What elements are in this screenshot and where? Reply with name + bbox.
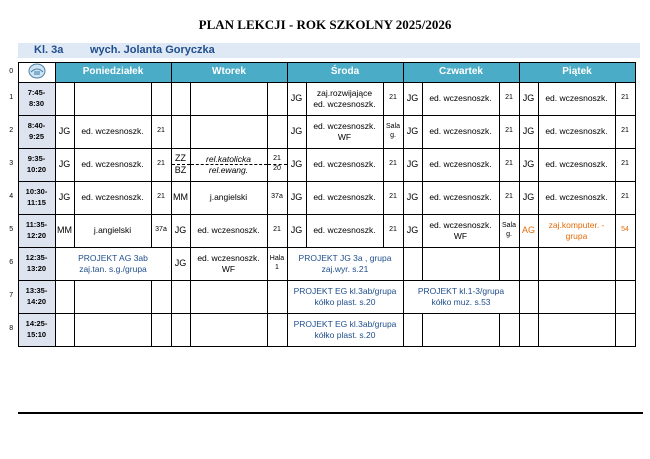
room: 21: [615, 82, 635, 115]
teacher-code: JG: [519, 115, 538, 148]
room: 21: [615, 181, 635, 214]
lesson-row-5: [5, 214, 635, 247]
lesson-row-7: [5, 280, 635, 313]
subject: j.angielski: [74, 214, 151, 247]
subject: ed. wczesnoszk.: [74, 181, 151, 214]
lesson-time: 9:35- 10:20: [18, 148, 55, 181]
row-number: 6: [9, 259, 14, 267]
room: 21: [499, 148, 519, 181]
teacher-code: JG: [55, 181, 74, 214]
lesson-time: 14:25- 15:10: [18, 313, 55, 346]
teacher-code: JG: [171, 214, 190, 247]
row-number: 4: [9, 193, 14, 201]
room-split: 21 20: [267, 148, 287, 181]
lesson-time: 10:30- 11:15: [18, 181, 55, 214]
room: 21: [499, 115, 519, 148]
room: Sala g.: [383, 115, 403, 148]
subject: ed. wczesnoszk.: [306, 181, 383, 214]
row-number: 8: [9, 325, 14, 333]
row-number: 5: [9, 226, 14, 234]
class-teacher-label: wych. Jolanta Goryczka: [90, 44, 215, 56]
teacher-code: MM: [55, 214, 74, 247]
project-entry: PROJEKT AG 3ab zaj.tan. s.g./grupa: [55, 247, 171, 280]
subject: ed. wczesnoszk.: [306, 148, 383, 181]
room: 21: [499, 181, 519, 214]
footer-divider: [18, 412, 643, 414]
room: 21: [383, 82, 403, 115]
lesson-row-3: [5, 148, 635, 181]
day-header-tuesday: Wtorek: [171, 63, 287, 83]
lesson-time: 11:35- 12:20: [18, 214, 55, 247]
teacher-code: JG: [403, 148, 422, 181]
timetable-grid: [5, 62, 636, 347]
teacher-code: JG: [403, 115, 422, 148]
room: 21: [383, 148, 403, 181]
teacher-code: JG: [287, 82, 306, 115]
room: Hala 1: [267, 247, 287, 280]
subject-split: rel.katolicka rel.ewang.: [190, 148, 267, 181]
subject: ed. wczesnoszk.: [422, 148, 499, 181]
page-title: PLAN LEKCJI - ROK SZKOLNY 2025/2026: [198, 17, 452, 32]
room: 21: [151, 115, 171, 148]
room: 21: [615, 115, 635, 148]
project-entry: PROJEKT EG kl.3ab/grupa kółko plast. s.20: [287, 280, 403, 313]
row-number: 2: [9, 127, 14, 135]
subject: j.angielski: [190, 181, 267, 214]
room: 21: [151, 148, 171, 181]
lesson-time: 8:40- 9:25: [18, 115, 55, 148]
lesson-row-2: [5, 115, 635, 148]
room: 21: [383, 181, 403, 214]
lesson-row-8: [5, 313, 635, 346]
subject: ed. wczesnoszk. WF: [190, 247, 267, 280]
room: 37a: [267, 181, 287, 214]
class-label: Kl. 3a: [34, 44, 64, 56]
lesson-row-4: [5, 181, 635, 214]
teacher-code: JG: [287, 181, 306, 214]
teacher-code: JG: [403, 181, 422, 214]
teacher-code: AG: [519, 214, 538, 247]
room: 21: [151, 181, 171, 214]
teacher-code-split: ZZ BZ: [171, 148, 190, 181]
teacher-code: JG: [287, 115, 306, 148]
room: 21: [383, 214, 403, 247]
subject: ed. wczesnoszk.: [538, 115, 615, 148]
class-header-bar: [18, 43, 640, 58]
day-header-thursday: Czwartek: [403, 63, 519, 83]
lesson-row-6: [5, 247, 635, 280]
subject: ed. wczesnoszk.: [190, 214, 267, 247]
lesson-time: 12:35- 13:20: [18, 247, 55, 280]
teacher-code: JG: [287, 214, 306, 247]
teacher-code: MM: [171, 181, 190, 214]
day-header-wednesday: Środa: [287, 63, 403, 83]
project-entry: PROJEKT JG 3a , grupa zaj.wyr. s.21: [287, 247, 403, 280]
teacher-code: JG: [403, 82, 422, 115]
subject: ed. wczesnoszk.: [538, 148, 615, 181]
teacher-code: JG: [519, 181, 538, 214]
subject: ed. wczesnoszk.: [538, 82, 615, 115]
teacher-code: JG: [287, 148, 306, 181]
project-entry: PROJEKT EG kl.3ab/grupa kółko plast. s.20: [287, 313, 403, 346]
subject: ed. wczesnoszk.: [422, 82, 499, 115]
room: 21: [267, 214, 287, 247]
lesson-time: 13:35- 14:20: [18, 280, 55, 313]
school-logo: [18, 63, 55, 83]
subject: ed. wczesnoszk. WF: [306, 115, 383, 148]
subject: ed. wczesnoszk. WF: [422, 214, 499, 247]
room: 37a: [151, 214, 171, 247]
teacher-code: JG: [403, 214, 422, 247]
day-header-monday: Poniedziałek: [55, 63, 171, 83]
row-number: 0: [9, 67, 14, 75]
teacher-code: JG: [519, 82, 538, 115]
lesson-time: 7:45- 8:30: [18, 82, 55, 115]
subject: ed. wczesnoszk.: [74, 148, 151, 181]
teacher-code: JG: [519, 148, 538, 181]
project-entry: PROJEKT kl.1-3/grupa kółko muz. s.53: [403, 280, 519, 313]
day-header-friday: Piątek: [519, 63, 635, 83]
teacher-code: JG: [55, 148, 74, 181]
subject: ed. wczesnoszk.: [422, 115, 499, 148]
school-logo-icon: [26, 63, 48, 79]
subject: ed. wczesnoszk.: [74, 115, 151, 148]
table-header-row: [5, 63, 635, 83]
room: 21: [499, 82, 519, 115]
subject: ed. wczesnoszk.: [422, 181, 499, 214]
room: Sala g.: [499, 214, 519, 247]
room: 21: [615, 148, 635, 181]
teacher-code: JG: [171, 247, 190, 280]
subject: zaj.rozwijające ed. wczesnoszk.: [306, 82, 383, 115]
row-number: 3: [9, 160, 14, 168]
lesson-row-1: [5, 82, 635, 115]
row-number: 1: [9, 94, 14, 102]
subject: zaj.komputer. - grupa: [538, 214, 615, 247]
row-number: 7: [9, 292, 14, 300]
subject: ed. wczesnoszk.: [538, 181, 615, 214]
room: 54: [615, 214, 635, 247]
teacher-code: JG: [55, 115, 74, 148]
subject: ed. wczesnoszk.: [306, 214, 383, 247]
